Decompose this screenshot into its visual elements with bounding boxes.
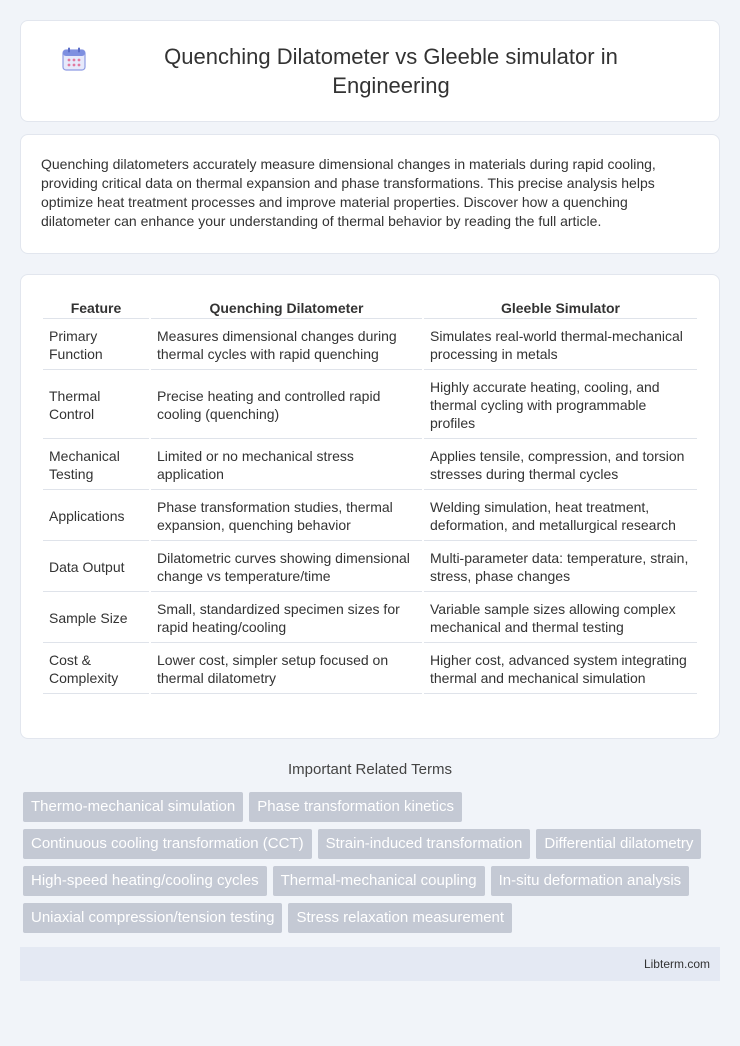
row-dilatometer-cell: Measures dimensional changes during thermal cycles with rapid quenching	[151, 321, 422, 370]
row-gleeble-cell: Simulates real-world thermal-mechanical processing in metals	[424, 321, 697, 370]
row-feature-cell: Sample Size	[43, 594, 149, 643]
calendar-grid-icon	[61, 46, 87, 72]
related-term-tag[interactable]: Thermal-mechanical coupling	[273, 866, 485, 896]
column-header-feature: Feature	[43, 297, 149, 319]
related-term-tag[interactable]: Thermo-mechanical simulation	[23, 792, 243, 822]
table-row	[43, 645, 697, 694]
table-row	[43, 594, 697, 643]
row-dilatometer-cell: Precise heating and controlled rapid cooling (quenching)	[151, 372, 422, 439]
related-term-tag[interactable]: Strain-induced transformation	[318, 829, 531, 859]
related-term-tag[interactable]: Stress relaxation measurement	[288, 903, 512, 933]
related-term-tag[interactable]: High-speed heating/cooling cycles	[23, 866, 267, 896]
row-dilatometer-cell: Limited or no mechanical stress application	[151, 441, 422, 490]
row-gleeble-cell: Highly accurate heating, cooling, and thermal cycling with programmable profiles	[424, 372, 697, 439]
row-dilatometer-cell: Small, standardized specimen sizes for rapid heating/cooling	[151, 594, 422, 643]
row-gleeble-cell: Variable sample sizes allowing complex mechanical and thermal testing	[424, 594, 697, 643]
table-row	[43, 441, 697, 490]
row-feature-cell: Mechanical Testing	[43, 441, 149, 490]
row-gleeble-cell: Applies tensile, compression, and torsion stresses during thermal cycles	[424, 441, 697, 490]
footer-brand-link[interactable]: Libterm.com	[643, 957, 710, 971]
row-gleeble-cell: Higher cost, advanced system integrating thermal and mechanical simulation	[424, 645, 697, 694]
row-feature-cell: Applications	[43, 492, 149, 541]
row-dilatometer-cell: Dilatometric curves showing dimensional change vs temperature/time	[151, 543, 422, 592]
intro-card	[20, 134, 720, 254]
column-header-gleeble-simulator: Gleeble Simulator	[424, 297, 697, 319]
page-title: Quenching Dilatometer vs Gleeble simulator in Engineering	[164, 44, 618, 98]
comparison-table	[41, 295, 699, 696]
table-row	[43, 321, 697, 370]
table-row	[43, 372, 697, 439]
related-term-tag[interactable]: Uniaxial compression/tension testing	[23, 903, 282, 933]
related-terms-title: Important Related Terms	[288, 761, 452, 778]
row-dilatometer-cell: Lower cost, simpler setup focused on thermal dilatometry	[151, 645, 422, 694]
row-feature-cell: Thermal Control	[43, 372, 149, 439]
row-gleeble-cell: Multi-parameter data: temperature, strain, stress, phase changes	[424, 543, 697, 592]
related-terms-tags	[20, 792, 720, 933]
related-term-tag[interactable]: Phase transformation kinetics	[249, 792, 462, 822]
table-header-row	[43, 297, 697, 319]
footer	[20, 947, 720, 981]
header-card	[20, 20, 720, 122]
row-gleeble-cell: Welding simulation, heat treatment, deformation, and metallurgical research	[424, 492, 697, 541]
comparison-table-card	[20, 274, 720, 739]
row-feature-cell: Primary Function	[43, 321, 149, 370]
row-feature-cell: Cost & Complexity	[43, 645, 149, 694]
intro-paragraph: Quenching dilatometers accurately measure dimensional changes in materials during rapid cooling, providing critical data on thermal expansion and phase transformations. This precise analysis helps optimize heat treatment processes and improve material properties. Discover how a quenching dilatometer can enhance your understanding of thermal behavior by reading the full article.	[41, 156, 656, 229]
row-dilatometer-cell: Phase transformation studies, thermal expansion, quenching behavior	[151, 492, 422, 541]
row-feature-cell: Data Output	[43, 543, 149, 592]
column-header-quenching-dilatometer: Quenching Dilatometer	[151, 297, 422, 319]
related-term-tag[interactable]: Differential dilatometry	[536, 829, 701, 859]
table-row	[43, 492, 697, 541]
title-row	[61, 42, 679, 100]
table-row	[43, 543, 697, 592]
related-term-tag[interactable]: Continuous cooling transformation (CCT)	[23, 829, 312, 859]
related-term-tag[interactable]: In-situ deformation analysis	[491, 866, 690, 896]
